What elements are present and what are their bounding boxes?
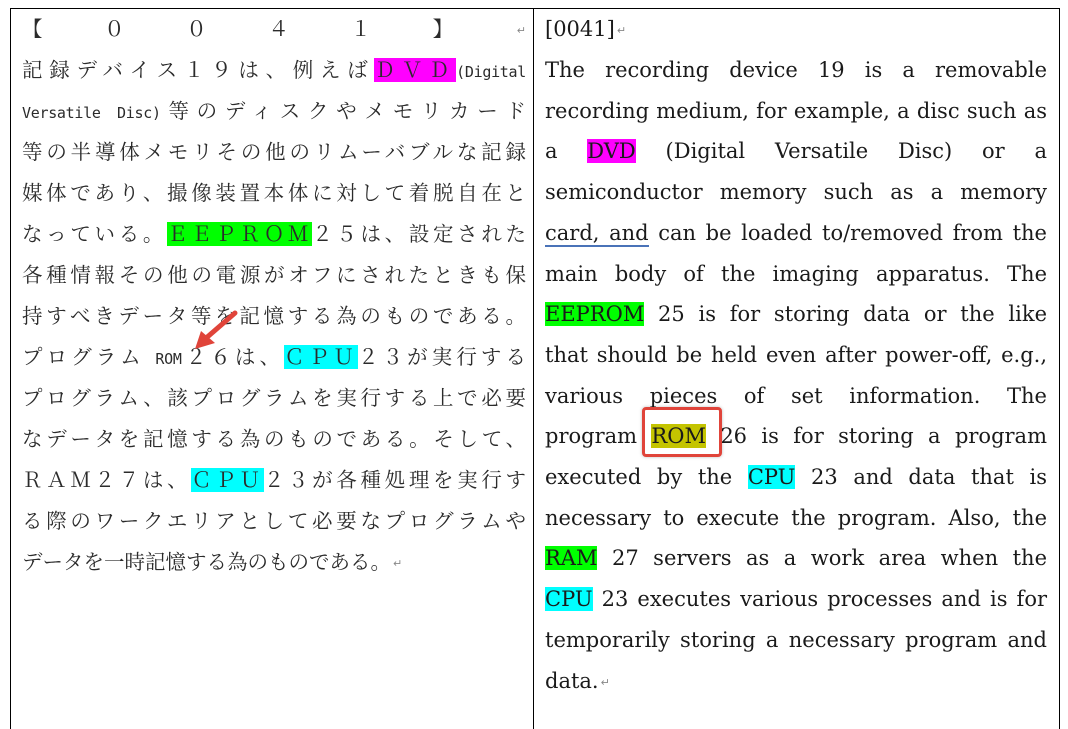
- text-line: [545, 376, 1047, 417]
- text-segment: なデータを記憶する為のものである。そして、: [22, 427, 526, 451]
- text-segment: necessary to execute the program. Also, the: [545, 505, 1047, 530]
- text-segment: main body of the imaging apparatus. The: [545, 261, 1047, 286]
- text-line: [545, 50, 1047, 91]
- red-highlight-box: [642, 407, 722, 457]
- text-segment: なっている。: [22, 222, 168, 246]
- text-line: [545, 172, 1047, 213]
- text-segment: る際のワークエリアとして必要なプログラムや: [22, 509, 526, 533]
- text-line: [22, 50, 526, 91]
- text-segment: (Digital Versatile Disc) or a: [635, 139, 1047, 164]
- highlighted-term: ＤＶＤ: [374, 58, 457, 82]
- text-line: [22, 337, 526, 378]
- paragraph-mark-icon: ↵: [516, 23, 526, 37]
- text-segment: プログラム、該プログラムを実行する上で必要: [22, 386, 526, 410]
- text-segment: semiconductor memory such as a memory: [545, 180, 1047, 205]
- text-line: [22, 91, 526, 132]
- text-line: [545, 457, 1047, 498]
- highlighted-term: ROM: [651, 424, 706, 449]
- text-segment: 等のディスクやメモリカード: [160, 99, 526, 123]
- text-segment: 等の半導体メモリその他のリムーバブルな記録: [22, 140, 526, 164]
- highlighted-term: CPU: [747, 465, 796, 489]
- text-line: [545, 538, 1047, 579]
- text-line: [22, 419, 526, 460]
- english-cell: [534, 9, 1059, 729]
- text-line: [545, 620, 1047, 661]
- text-segment: ２６は、: [181, 345, 285, 369]
- text-line: [545, 294, 1047, 335]
- text-line: [22, 542, 526, 583]
- text-segment: 各種情報その他の電源がオフにされたときも保: [22, 263, 526, 287]
- text-segment: program: [545, 424, 652, 449]
- text-segment: 23 and data that is: [795, 465, 1047, 489]
- text-segment: 26 is for storing a program: [705, 424, 1047, 449]
- text-line: [22, 173, 526, 214]
- underlined-text: card, and: [545, 220, 649, 245]
- paragraph-mark-icon: ↵: [393, 556, 403, 570]
- text-line: [22, 501, 526, 542]
- paragraph-number-en: [0041] ↵: [545, 17, 627, 41]
- text-segment: 27 servers as a work area when the: [597, 546, 1047, 571]
- text-segment: ２５は、設定された: [312, 222, 527, 246]
- text-line: [545, 131, 1047, 172]
- text-segment: ROM: [155, 350, 182, 368]
- text-segment: temporarily storing a necessary program and: [545, 627, 1047, 652]
- highlighted-term: ＣＰＵ: [284, 345, 358, 369]
- text-segment: 媒体であり、撮像装置本体に対して着脱自在と: [22, 181, 526, 205]
- text-line: [545, 254, 1047, 295]
- highlighted-term: ＥＥＰＲＯＭ: [167, 222, 313, 246]
- text-segment: 持すべきデータ等を記憶する為のものである。: [22, 304, 526, 328]
- highlighted-term: EEPROM: [545, 302, 645, 327]
- text-segment: data.: [545, 668, 599, 693]
- text-segment: 記録デバイス１９は、例えば: [22, 58, 375, 82]
- text-segment: ２３が実行する: [357, 345, 527, 369]
- text-segment: ２３が各種処理を実行す: [263, 468, 527, 492]
- text-segment: various pieces of set information. The: [545, 383, 1047, 408]
- text-line: [545, 416, 1047, 457]
- text-segment: The recording device 19 is a removable: [545, 58, 1047, 82]
- highlighted-term: DVD: [587, 139, 636, 164]
- text-segment: (Digital: [456, 63, 526, 81]
- text-segment: a: [545, 139, 588, 164]
- text-line: [545, 335, 1047, 376]
- text-segment: executed by the: [545, 465, 748, 489]
- text-line: [22, 132, 526, 173]
- text-segment: 23 executes various processes and is for: [592, 587, 1047, 612]
- highlighted-term: RAM: [545, 546, 598, 571]
- highlighted-term: ＣＰＵ: [191, 468, 264, 492]
- japanese-cell: [11, 9, 533, 729]
- text-line: [22, 214, 526, 255]
- paragraph-mark-icon: ↵: [616, 24, 627, 37]
- text-segment: can be loaded to/removed from the: [648, 220, 1047, 245]
- paragraph-number-ja: 【００４１】 ↵: [22, 17, 526, 41]
- text-line: [545, 661, 1047, 702]
- text-line: [545, 579, 1047, 620]
- text-line: [545, 213, 1047, 254]
- text-segment: データを一時記憶する為のものである。: [22, 550, 391, 574]
- text-line: [22, 378, 526, 419]
- text-segment: プログラム: [22, 345, 156, 369]
- text-segment: ＲＡＭ２７は、: [22, 468, 192, 492]
- text-line: [545, 498, 1047, 539]
- text-line: [22, 460, 526, 501]
- translation-table: [10, 8, 1060, 729]
- highlighted-term: CPU: [545, 587, 593, 612]
- text-segment: recording medium, for example, a disc such as: [545, 98, 1047, 123]
- text-segment: 25 is for storing data or the like: [644, 302, 1047, 327]
- text-line: [22, 296, 526, 337]
- red-arrow-icon: [191, 309, 241, 359]
- text-segment: Versatile Disc): [22, 104, 161, 122]
- text-segment: that should be held even after power-off, e.g.,: [545, 342, 1047, 367]
- text-line: [545, 91, 1047, 132]
- paragraph-mark-icon: ↵: [600, 675, 610, 689]
- text-line: [22, 255, 526, 296]
